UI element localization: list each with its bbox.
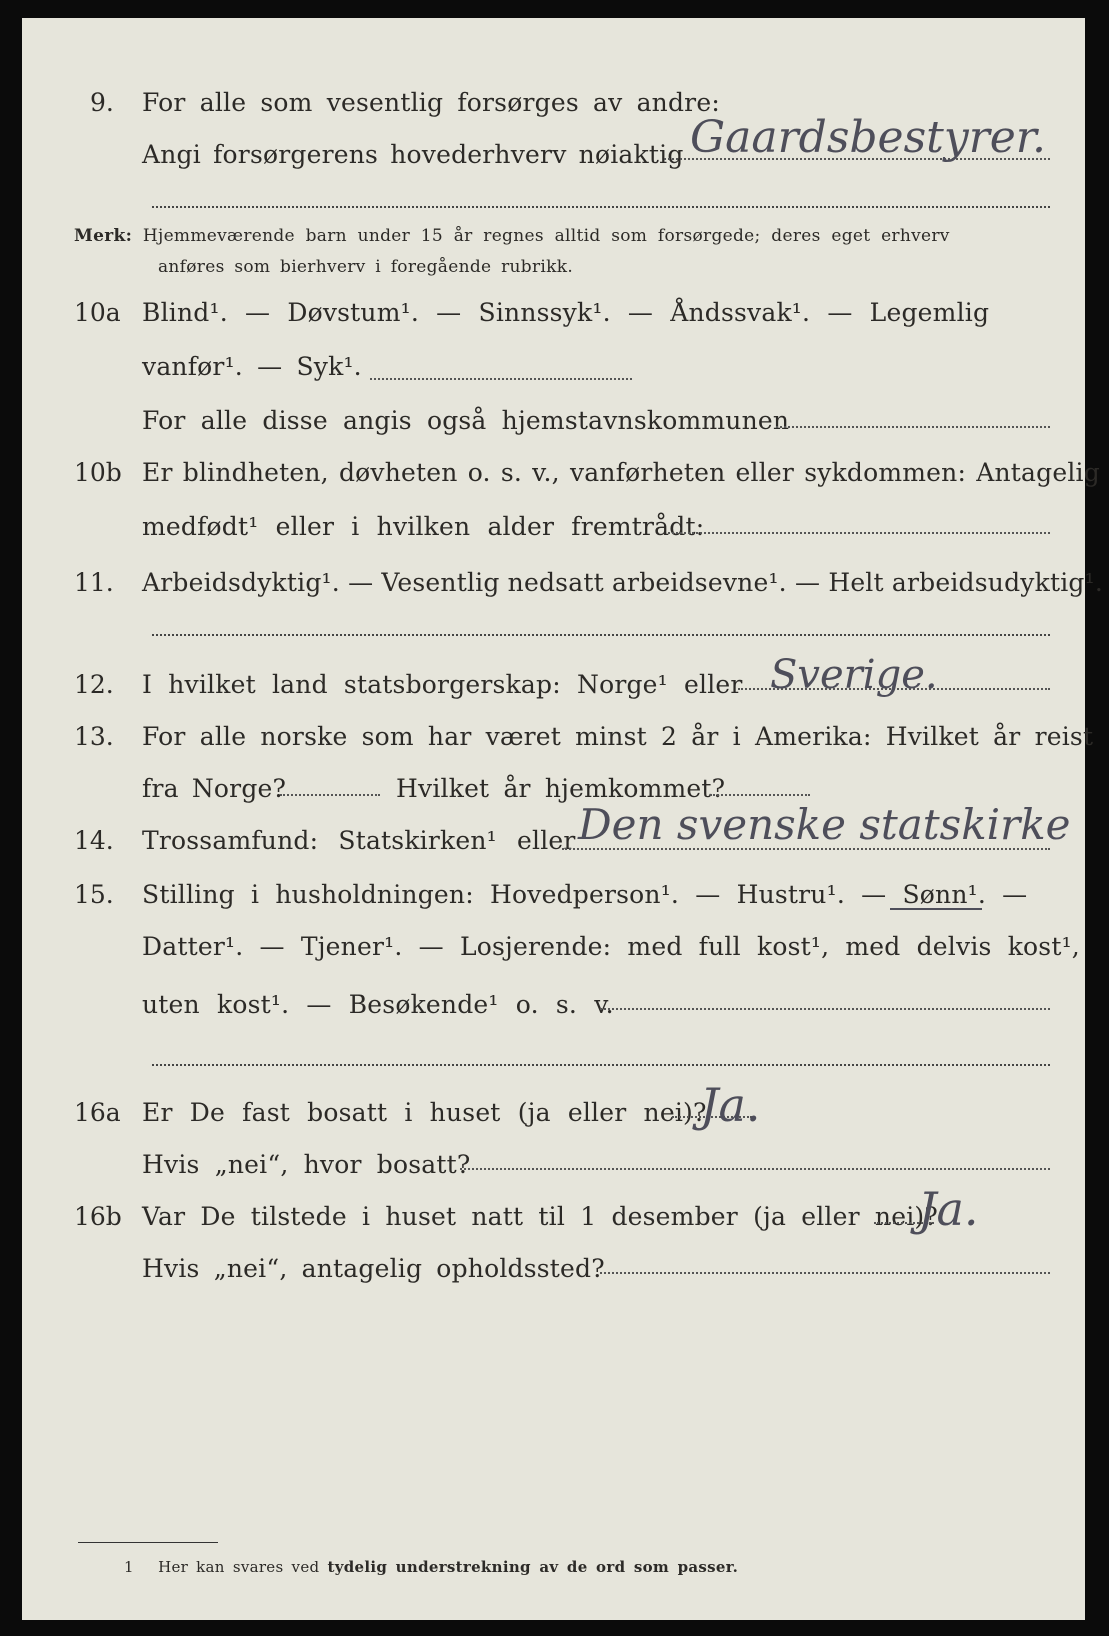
merk-label: Merk: (74, 226, 133, 246)
q16a-line2: Hvis „nei“, hvor bosatt? (142, 1150, 471, 1179)
q16b-opholdssted-dots (600, 1272, 1050, 1274)
q14-handwritten-answer: Den svenske statskirke (578, 800, 1071, 849)
q13-number: 13. (74, 722, 114, 751)
q14-number: 14. (74, 826, 114, 855)
q16b-line2: Hvis „nei“, antagelig opholdssted? (142, 1254, 605, 1283)
q10a-number: 10a (74, 298, 121, 327)
q10a-syk-dots (370, 378, 632, 380)
q16a-hvor-dots (460, 1168, 1050, 1170)
q10a-kommune-dots (776, 426, 1050, 428)
q15-besokende-dots (600, 1008, 1050, 1010)
q13-line2a: fra Norge? (142, 774, 287, 803)
q11-blank-line (152, 634, 1050, 636)
footnote-rule (78, 1542, 218, 1543)
q11-line1: Arbeidsdyktig¹. — Vesentlig nedsatt arbeidsevne¹. — Helt arbeidsudyktig¹. (142, 568, 1103, 597)
q12-number: 12. (74, 670, 114, 699)
q10b-line2: medfødt¹ eller i hvilken alder fremtrådt: (142, 512, 705, 541)
q12-line1: I hvilket land statsborgerskap: Norge¹ eller (142, 670, 743, 699)
q16a-number: 16a (74, 1098, 121, 1127)
q13-hjem-dots (710, 794, 810, 796)
q16a-line1: Er De fast bosatt i huset (ja eller nei)? (142, 1098, 707, 1127)
q10a-line2: vanfør¹. — Syk¹. (142, 352, 362, 381)
footnote-text-bold: tydelig understrekning av de ord som passer. (327, 1558, 739, 1576)
q15-sonn-underline (890, 908, 982, 910)
merk-line1 (74, 226, 950, 246)
q13-line1: For alle norske som har været minst 2 år i Amerika: Hvilket år reist (142, 722, 1094, 751)
footnote (124, 1558, 738, 1576)
q15-line2: Datter¹. — Tjener¹. — Losjerende: med full kost¹, med delvis kost¹, (142, 932, 1080, 961)
q10a-line1: Blind¹. — Døvstum¹. — Sinnssyk¹. — Åndssvak¹. — Legemlig (142, 298, 990, 327)
merk-text-1: Hjemmeværende barn under 15 år regnes alltid som forsørgede; deres eget erhverv (142, 226, 950, 246)
q13-reist-dots (280, 794, 380, 796)
q15-blank-line (152, 1064, 1050, 1066)
q9-blank-line (152, 206, 1050, 208)
q15-line3: uten kost¹. — Besøkende¹ o. s. v. (142, 990, 614, 1019)
q16a-handwritten-answer: Ja. (700, 1078, 761, 1132)
q12-handwritten-answer: Sverige. (770, 652, 938, 698)
q14-line1: Trossamfund: Statskirken¹ eller (142, 826, 576, 855)
q9-handwritten-answer: Gaardsbestyrer. (690, 112, 1046, 163)
q10b-line1: Er blindheten, døvheten o. s. v., vanførheten eller sykdommen: Antagelig (142, 458, 1100, 487)
q16b-handwritten-answer: Ja. (918, 1182, 979, 1236)
q10b-number: 10b (74, 458, 122, 487)
q10a-line3: For alle disse angis også hjemstavnskommunen (142, 406, 790, 435)
footnote-text-plain: Her kan svares ved (158, 1558, 320, 1576)
q16b-number: 16b (74, 1202, 122, 1231)
q9-line1: For alle som vesentlig forsørges av andre: (142, 88, 720, 117)
q15-line1: Stilling i husholdningen: Hovedperson¹. — Hustru¹. — Sønn¹. — (142, 880, 1028, 909)
q15-number: 15. (74, 880, 114, 909)
merk-line2: anføres som bierhverv i foregående rubrikk. (158, 257, 574, 277)
q9-number: 9. (90, 88, 114, 117)
q9-line2: Angi forsørgerens hovederhverv nøiaktig (142, 140, 684, 169)
footnote-mark: 1 (124, 1558, 134, 1576)
q11-number: 11. (74, 568, 114, 597)
q13-line2b: Hvilket år hjemkommet? (396, 774, 726, 803)
q10b-alder-dots (668, 532, 1050, 534)
q16b-line1: Var De tilstede i huset natt til 1 desember (ja eller nei)? (142, 1202, 938, 1231)
